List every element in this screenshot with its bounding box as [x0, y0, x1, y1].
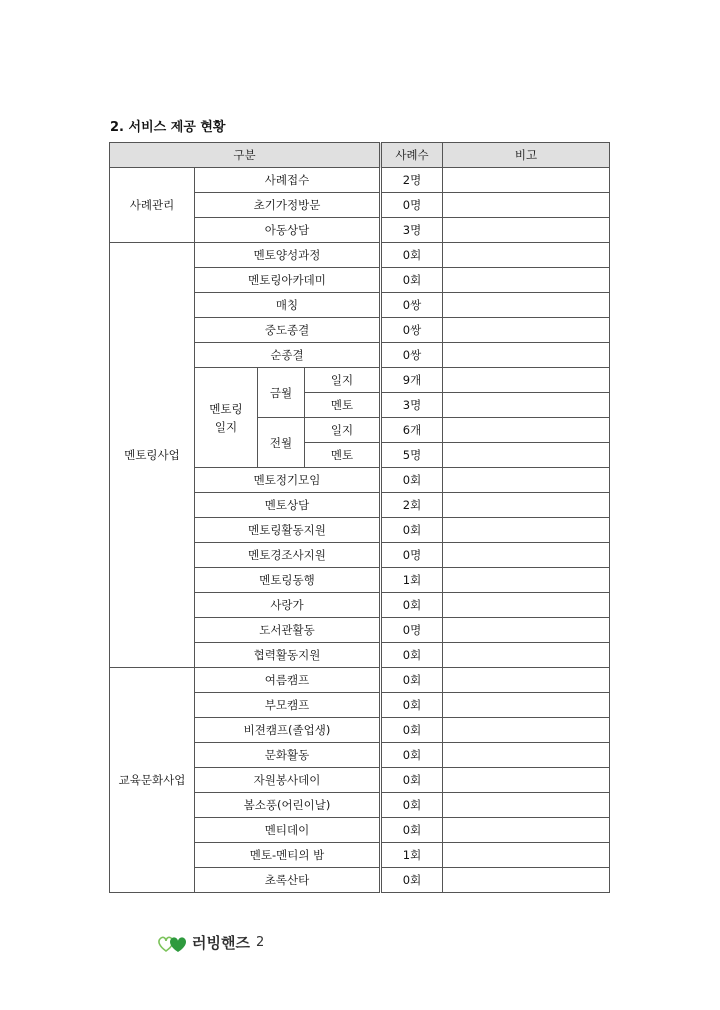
item-name: 협력활동지원	[195, 643, 381, 668]
item-name: 초록산타	[195, 868, 381, 893]
item-note	[443, 768, 610, 793]
item-note	[443, 568, 610, 593]
item-note	[443, 543, 610, 568]
log-label	[195, 368, 258, 468]
item-count: 0회	[381, 793, 443, 818]
item-count: 0회	[381, 693, 443, 718]
item-name: 여름캠프	[195, 668, 381, 693]
item-count: 0회	[381, 593, 443, 618]
item-note	[443, 268, 610, 293]
item-note	[443, 693, 610, 718]
item-name: 멘토양성과정	[195, 243, 381, 268]
table-header-row	[110, 143, 610, 168]
item-name: 순종결	[195, 343, 381, 368]
item-name: 비젼캠프(졸업생)	[195, 718, 381, 743]
item-name: 매칭	[195, 293, 381, 318]
item-note	[443, 168, 610, 193]
item-name: 중도종결	[195, 318, 381, 343]
table-row	[110, 168, 610, 193]
item-count: 0회	[381, 718, 443, 743]
footer	[158, 932, 264, 953]
item-note	[443, 293, 610, 318]
item-count: 0회	[381, 243, 443, 268]
item-name: 사랑가	[195, 593, 381, 618]
item-name: 멘토정기모임	[195, 468, 381, 493]
item-note	[443, 818, 610, 843]
item-note	[443, 318, 610, 343]
item-count: 0회	[381, 818, 443, 843]
header-category: 구분	[110, 143, 381, 168]
item-count: 0회	[381, 668, 443, 693]
item-count: 1회	[381, 568, 443, 593]
item-note	[443, 743, 610, 768]
item-note	[443, 643, 610, 668]
item-count: 0회	[381, 743, 443, 768]
item-count: 0쌍	[381, 318, 443, 343]
item-note	[443, 593, 610, 618]
log-type: 일지	[305, 418, 381, 443]
item-name: 봄소풍(어린이날)	[195, 793, 381, 818]
item-count: 0명	[381, 618, 443, 643]
item-name: 멘토링동행	[195, 568, 381, 593]
group-label-edu: 교육문화사업	[110, 668, 195, 893]
item-name: 멘토-멘티의 밤	[195, 843, 381, 868]
item-name: 멘토링아카데미	[195, 268, 381, 293]
item-note	[443, 668, 610, 693]
item-name: 멘토링활동지원	[195, 518, 381, 543]
group-label-case: 사례관리	[110, 168, 195, 243]
log-type: 일지	[305, 368, 381, 393]
item-note	[443, 418, 610, 443]
month-label-current: 금월	[258, 368, 305, 418]
item-name: 부모캠프	[195, 693, 381, 718]
item-count: 0회	[381, 868, 443, 893]
item-note	[443, 843, 610, 868]
item-note	[443, 793, 610, 818]
item-note	[443, 518, 610, 543]
item-count: 0명	[381, 193, 443, 218]
item-note	[443, 243, 610, 268]
brand-name: 러빙핸즈	[192, 934, 250, 952]
service-table	[109, 142, 610, 893]
table-row	[110, 668, 610, 693]
item-name: 멘티데이	[195, 818, 381, 843]
item-note	[443, 443, 610, 468]
item-note	[443, 393, 610, 418]
item-name: 멘토상담	[195, 493, 381, 518]
item-count: 6개	[381, 418, 443, 443]
item-note	[443, 493, 610, 518]
item-count: 0쌍	[381, 343, 443, 368]
item-count: 3명	[381, 218, 443, 243]
page-number: 2	[255, 935, 265, 950]
item-count: 0명	[381, 543, 443, 568]
item-name: 사례접수	[195, 168, 381, 193]
item-count: 1회	[381, 843, 443, 868]
item-count: 0회	[381, 768, 443, 793]
item-count: 0회	[381, 518, 443, 543]
loving-hands-logo-icon	[158, 933, 188, 953]
item-count: 3명	[381, 393, 443, 418]
item-name: 자원봉사데이	[195, 768, 381, 793]
item-count: 9개	[381, 368, 443, 393]
item-note	[443, 193, 610, 218]
item-name: 멘토경조사지원	[195, 543, 381, 568]
log-type: 멘토	[305, 393, 381, 418]
item-note	[443, 343, 610, 368]
item-count: 5명	[381, 443, 443, 468]
item-note	[443, 618, 610, 643]
item-count: 0쌍	[381, 293, 443, 318]
header-count: 사례수	[381, 143, 443, 168]
group-label-mentoring: 멘토링사업	[110, 243, 195, 668]
item-name: 초기가정방문	[195, 193, 381, 218]
item-count: 0회	[381, 268, 443, 293]
item-count: 2회	[381, 493, 443, 518]
log-label-text: 멘토링 일지	[209, 401, 243, 434]
item-name: 문화활동	[195, 743, 381, 768]
item-note	[443, 868, 610, 893]
item-note	[443, 218, 610, 243]
item-count: 0회	[381, 643, 443, 668]
item-count: 0회	[381, 468, 443, 493]
item-name: 아동상담	[195, 218, 381, 243]
item-note	[443, 368, 610, 393]
item-note	[443, 718, 610, 743]
item-count: 2명	[381, 168, 443, 193]
table-row	[110, 243, 610, 268]
log-type: 멘토	[305, 443, 381, 468]
item-name: 도서관활동	[195, 618, 381, 643]
month-label-previous: 전월	[258, 418, 305, 468]
item-note	[443, 468, 610, 493]
section-title: 2. 서비스 제공 현황	[110, 120, 226, 135]
header-note: 비고	[443, 143, 610, 168]
